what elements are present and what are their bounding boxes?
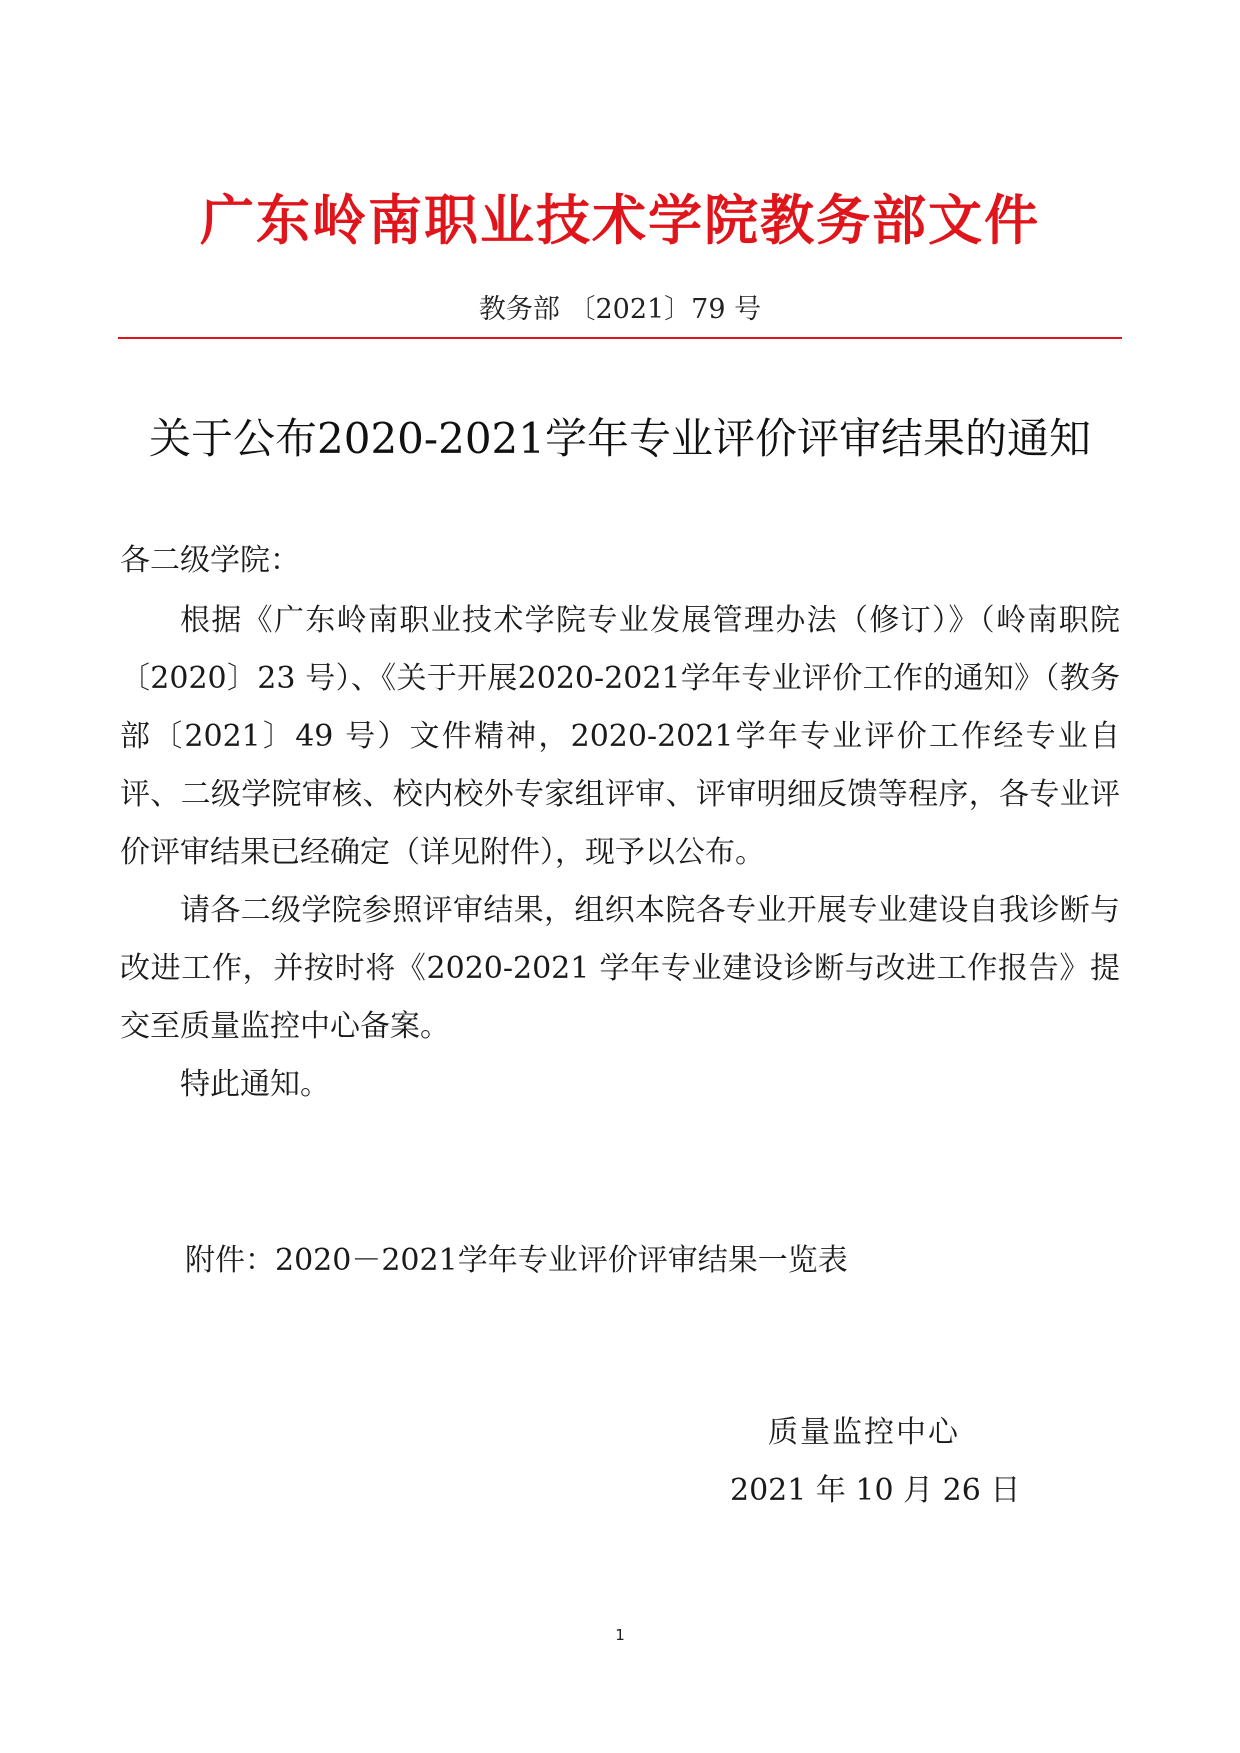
closing-remark: 特此通知。 xyxy=(180,1067,330,1102)
notice-title: 关于公布2020-2021学年专业评价评审结果的通知 xyxy=(149,414,1091,463)
header-divider xyxy=(118,337,1122,339)
document-number: 教务部 〔2021〕79 号 xyxy=(478,294,762,325)
issuer-name: 质量监控中心 xyxy=(768,1415,960,1450)
body-paragraph: 请各二级学院参照评审结果，组织本院各专业开展专业建设自我诊断与改进工作，并按时将《2020-2021 学年专业建设诊断与改进工作报告》提交至质量监控中心备案。 xyxy=(120,893,1120,1044)
page-number: 1 xyxy=(615,1626,625,1644)
document-header-title: 广东岭南职业技术学院教务部文件 xyxy=(200,189,1040,252)
attachment-line: 附件：2020－2021学年专业评价评审结果一览表 xyxy=(185,1243,848,1278)
salutation: 各二级学院： xyxy=(120,543,300,578)
issue-date: 2021 年 10 月 26 日 xyxy=(730,1473,1021,1508)
body-paragraph: 根据《广东岭南职业技术学院专业发展管理办法（修订）》（岭南职院〔2020〕23 号）、《关于开展2020-2021学年专业评价工作的通知》（教务部〔2021〕49 号）文件精神，2020-2021学年专业评价工作经专业自评、二级学院审核、校内校外专家组评审、评审明细反馈等程序，各专业评价评审结果已经确定（详见附件），现予以公布。 xyxy=(120,603,1120,870)
